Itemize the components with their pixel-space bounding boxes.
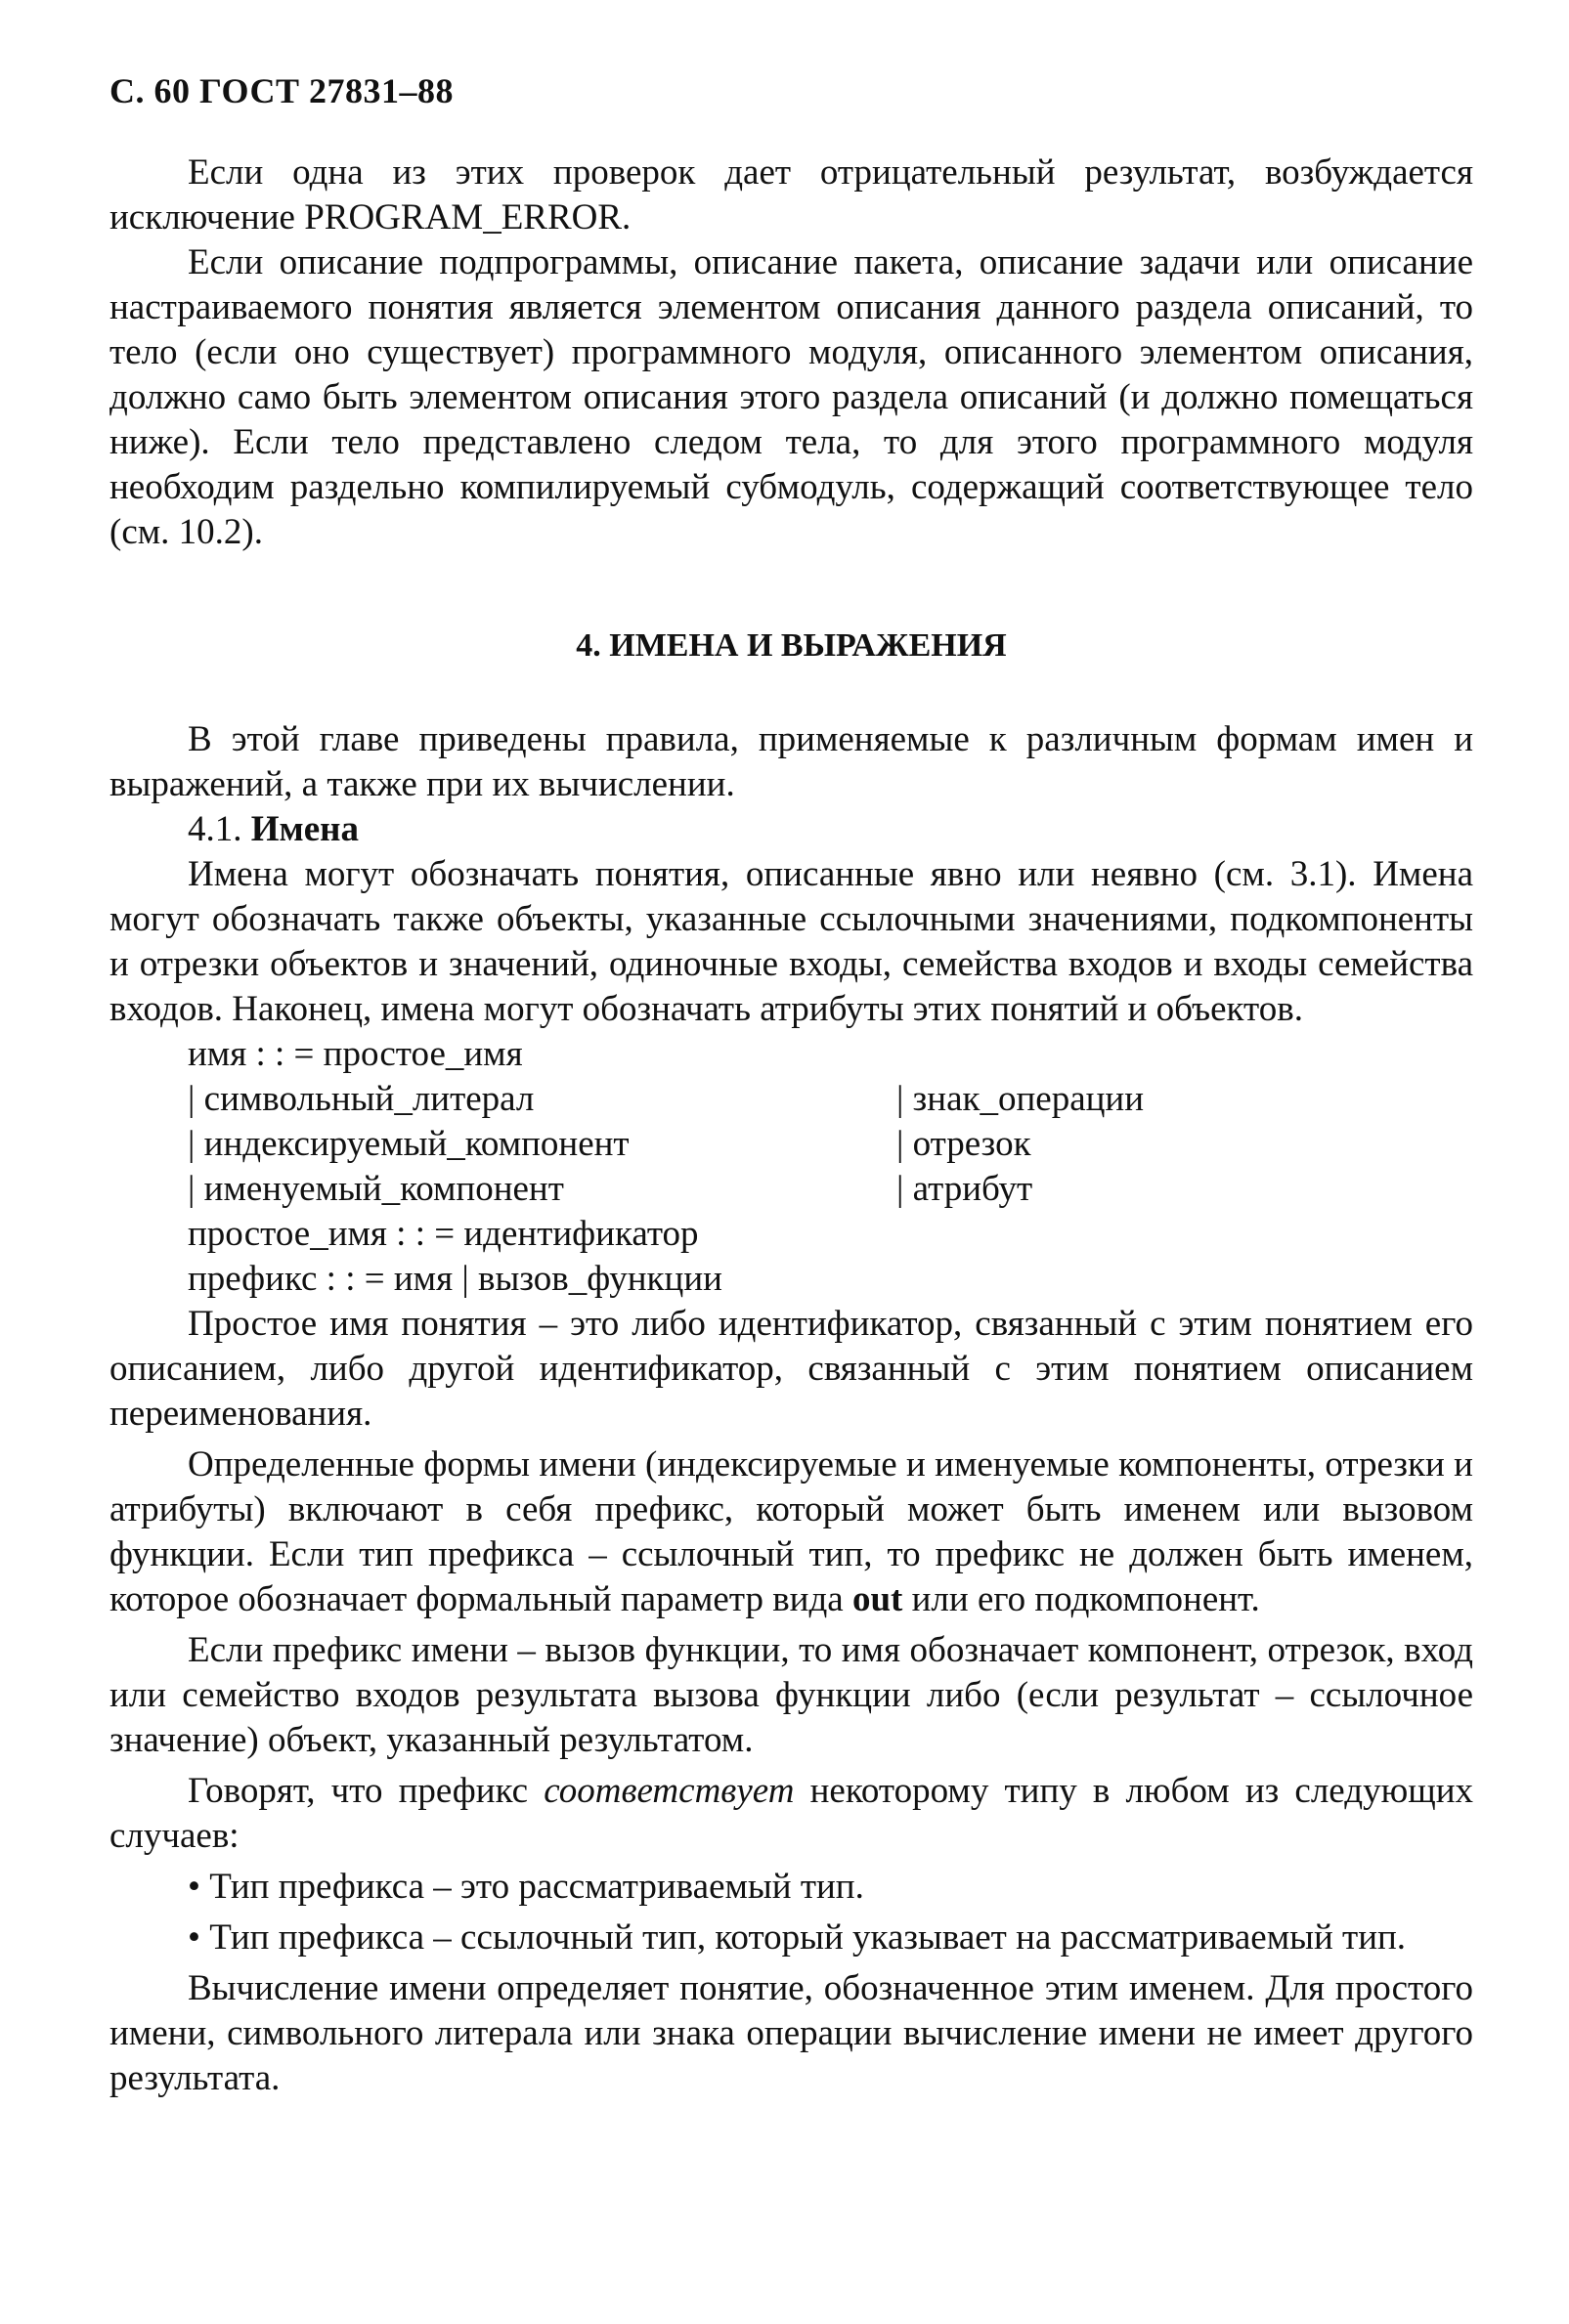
grammar-line-name: имя : : = простое_имя <box>188 1034 523 1074</box>
intro-paragraph-1: Если одна из этих проверок дает отрицательный результат, возбуждается исключение PROGRAM_ERROR. <box>109 152 1473 237</box>
grammar-alt: | индексируемый_компонент <box>188 1124 630 1164</box>
function-call-paragraph: Если префикс имени – вызов функции, то имя обозначает компонент, отрезок, вход или семейство входов результата вызова функции либо (если результат – ссылочное значение) объект, указанный результатом. <box>109 1630 1473 1760</box>
section-intro: В этой главе приведены правила, применяемые к различным формам имен и выражений, а также при их вычислении. <box>109 719 1473 804</box>
intro-paragraph-2: Если описание подпрограммы, описание пакета, описание задачи или описание настраиваемого понятия является элементом описания данного раздела описаний, то тело (если оно существует) программного модуля, описанного элементом описания, должно само быть элементом описания этого раздела описаний (и должно помещаться ниже). Если тело представлено следом тела, то для этого программного модуля необходим раздельно компилируемый субмодуль, содержащий соответствующее тело (см. 10.2). <box>109 242 1473 552</box>
simple-name-paragraph: Простое имя понятия – это либо идентификатор, связанный с этим понятием его описанием, либо другой идентификатор, связанный с этим понятием описанием переименования. <box>109 1304 1473 1434</box>
grammar-line-prefix: префикс : : = имя | вызов_функции <box>188 1259 722 1299</box>
section-title: 4. ИМЕНА И ВЫРАЖЕНИЯ <box>576 627 1007 664</box>
prefix-paragraph-end: или его подкомпонент. <box>902 1579 1260 1619</box>
grammar-row <box>188 1077 1473 1122</box>
grammar-alt: | символьный_литерал <box>188 1079 535 1119</box>
grammar-row <box>188 1167 1473 1212</box>
subsection-number: 4.1. <box>188 809 242 849</box>
subsection-heading <box>109 807 1473 852</box>
keyword-out: out <box>851 1579 903 1619</box>
names-paragraph: Имена могут обозначать понятия, описанные явно или неявно (см. 3.1). Имена могут обозначать также объекты, указанные ссылочными значениями, подкомпоненты и отрезки объектов и значений, одиночные входы, семейства входов и входы семейства входов. Наконец, имена могут обозначать атрибуты этих понятий и объектов. <box>109 854 1473 1029</box>
page-header: С. 60 ГОСТ 27831–88 <box>109 71 454 110</box>
corresponds-end: некоторому типу в любом из следующих случаев: <box>109 1771 1473 1856</box>
grammar-alt: | отрезок <box>896 1124 1031 1164</box>
prefix-paragraph-text: Определенные формы имени (индексируемые и именуемые компоненты, отрезки и атрибуты) включают в себя префикс, который может быть именем или вызовом функции. Если тип префикса – ссылочный тип, то префикс не должен быть именем, которое обозначает формальный параметр вида <box>109 1444 1473 1619</box>
grammar-line-simple-name: простое_имя : : = идентификатор <box>188 1214 699 1254</box>
bullet-item-2: • Тип префикса – ссылочный тип, который указывает на рассматриваемый тип. <box>188 1917 1407 1958</box>
subsection-title: Имена <box>250 809 359 849</box>
document-page <box>109 68 1473 2101</box>
bullet-item-1: • Тип префикса – это рассматриваемый тип. <box>188 1867 864 1907</box>
grammar-alt: | знак_операции <box>896 1079 1145 1119</box>
corresponds-paragraph <box>109 1769 1473 1859</box>
prefix-paragraph <box>109 1442 1473 1622</box>
grammar-alt: | атрибут <box>896 1169 1033 1209</box>
evaluation-paragraph: Вычисление имени определяет понятие, обозначенное этим именем. Для простого имени, символьного литерала или знака операции вычисление имени не имеет другого результата. <box>109 1968 1473 2098</box>
corresponds-text: Говорят, что префикс <box>188 1771 545 1811</box>
grammar-block <box>188 1032 1473 1302</box>
grammar-row <box>188 1122 1473 1167</box>
grammar-alt: | именуемый_компонент <box>188 1169 564 1209</box>
term-corresponds: соответствует <box>544 1771 795 1811</box>
